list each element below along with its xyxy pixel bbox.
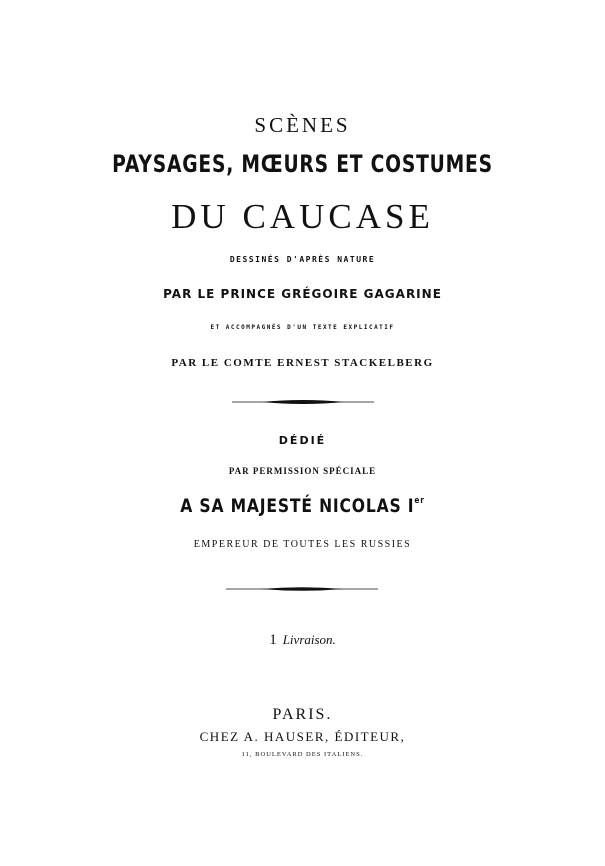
title-scenes: SCÈNES bbox=[254, 113, 351, 137]
title-paysages: PAYSAGES, MŒURS ET COSTUMES bbox=[112, 150, 493, 178]
title-caucase: DU CAUCASE bbox=[171, 197, 434, 236]
subtitle-accompanied: ET ACCOMPAGNÉS D'UN TEXTE EXPLICATIF bbox=[210, 324, 395, 331]
ornament-divider-bottom bbox=[226, 585, 378, 593]
dedication-majesty-text: A SA MAJESTÉ NICOLAS I bbox=[180, 495, 415, 517]
issue-label: Livraison. bbox=[282, 632, 336, 647]
issue-number: 1 bbox=[269, 632, 277, 648]
dedication-majesty bbox=[54, 495, 550, 517]
author-count: PAR LE COMTE ERNEST STACKELBERG bbox=[171, 357, 434, 369]
issue-line bbox=[0, 632, 605, 649]
dedication-dedie: DÉDIÉ bbox=[278, 434, 327, 447]
dedication-majesty-sup: er bbox=[414, 496, 425, 506]
publisher-name: CHEZ A. HAUSER, ÉDITEUR, bbox=[199, 729, 406, 744]
author-prince: PAR LE PRINCE GRÉGOIRE GAGARINE bbox=[163, 287, 442, 301]
dedication-permission: PAR PERMISSION SPÉCIALE bbox=[228, 466, 377, 476]
subtitle-drawn: DESSINÉS D'APRÈS NATURE bbox=[229, 255, 376, 264]
ornament-divider-top bbox=[232, 398, 374, 406]
publisher-city: PARIS. bbox=[272, 706, 333, 723]
dedication-emperor: EMPEREUR DE TOUTES LES RUSSIES bbox=[193, 539, 412, 550]
publisher-address: 11, BOULEVARD DES ITALIENS. bbox=[241, 751, 364, 758]
